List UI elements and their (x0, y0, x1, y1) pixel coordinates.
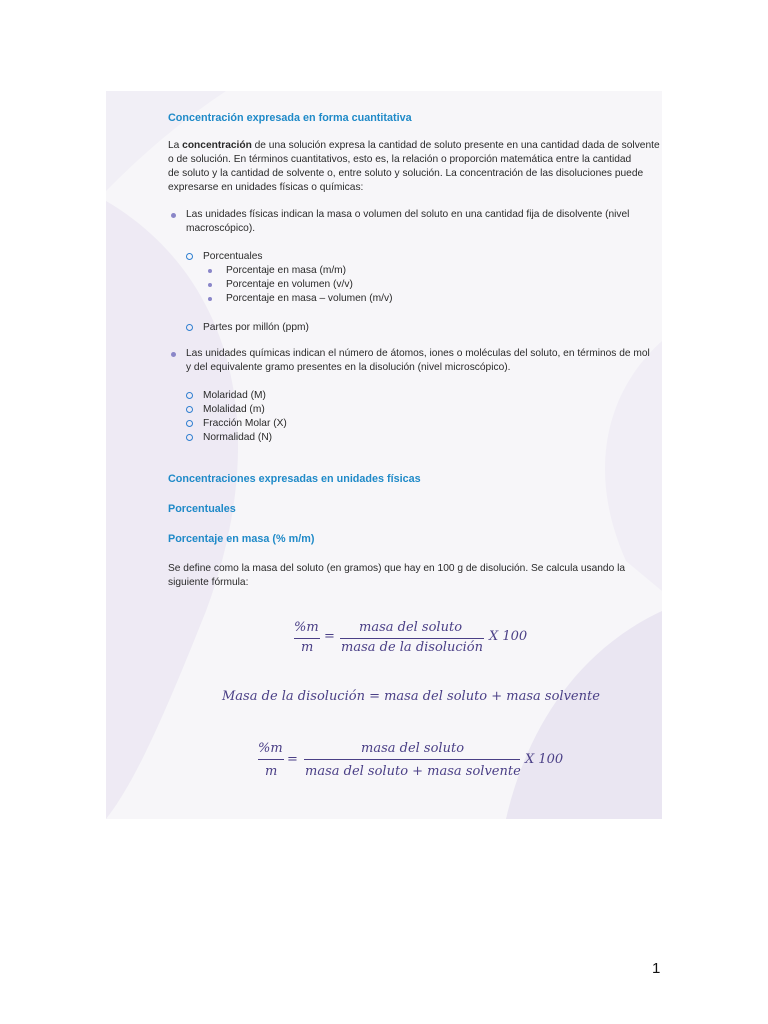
intro-line-4: expresarse en unidades físicas o químicas: (168, 182, 364, 193)
fraction-bar (340, 638, 484, 639)
intro-line-2: o de solución. En términos cuantitativos, esto es, la relación o proporción matemática entre la cantidad (168, 154, 632, 165)
list-item-ppm: Partes por millón (ppm) (203, 322, 309, 333)
bullet-circle (186, 253, 193, 260)
bullet-circle (186, 434, 193, 441)
list-item-porcentuales: Porcentuales (203, 251, 263, 262)
formula-3-equals: = (287, 752, 298, 767)
bullet-circle (186, 392, 193, 399)
bullet-dot (171, 352, 176, 357)
bullet-dot (171, 213, 176, 218)
list-item-molalidad: Molalidad (m) (203, 404, 265, 415)
bullet-circle (186, 420, 193, 427)
formula-3-lhs-denominator: m (265, 764, 278, 779)
definition-line-1: Se define como la masa del soluto (en gramos) que hay en 100 g de disolución. Se calcula usando la (168, 563, 626, 574)
sub-item-volumen: Porcentaje en volumen (v/v) (226, 279, 353, 290)
quimicas-line-1: Las unidades químicas indican el número de átomos, iones o moléculas del soluto, en términos de mol (186, 348, 650, 359)
bullet-small (208, 283, 212, 287)
intro-line-3: de soluto y la cantidad de solvente o, entre soluto y solución. La concentración de las disoluciones puede (168, 168, 644, 179)
formula-1-numerator: masa del soluto (359, 620, 463, 635)
sub-item-masa: Porcentaje en masa (m/m) (226, 265, 347, 276)
bullet-small (208, 297, 212, 301)
formula-1-denominator: masa de la disolución (341, 640, 483, 655)
bullet-small (208, 269, 212, 273)
list-item-normalidad: Normalidad (N) (203, 432, 273, 443)
formula-1-multiplier: X 100 (489, 629, 528, 644)
bullet-circle (186, 324, 193, 331)
formula-1-equals: = (324, 629, 335, 644)
list-item-fraccion-molar: Fracción Molar (X) (203, 418, 287, 429)
sub-item-masa-volumen: Porcentaje en masa – volumen (m/v) (226, 293, 393, 304)
section-heading-concentration: Concentración expresada en forma cuantitativa (168, 112, 412, 124)
bullet-circle (186, 406, 193, 413)
fisicas-line-1: Las unidades físicas indican la masa o volumen del soluto en una cantidad fija de disolvente (nivel (186, 209, 630, 220)
fraction-bar (304, 759, 520, 760)
formula-3-lhs-numerator: %m (258, 741, 283, 756)
fraction-bar (258, 759, 284, 760)
intro-line-1 (168, 139, 660, 153)
page-number: 1 (652, 960, 661, 977)
decorative-background (106, 91, 662, 819)
formula-3-numerator: masa del soluto (361, 741, 465, 756)
section-heading-unidades-fisicas: Concentraciones expresadas en unidades físicas (168, 473, 421, 485)
formula-3-multiplier: X 100 (525, 752, 564, 767)
section-heading-porcentuales: Porcentuales (168, 503, 236, 515)
list-item-molaridad: Molaridad (M) (203, 390, 266, 401)
formula-1-lhs-denominator: m (301, 640, 314, 655)
formula-3-denominator: masa del soluto + masa solvente (305, 764, 521, 779)
definition-line-2: siguiente fórmula: (168, 577, 249, 588)
section-heading-porcentaje-masa: Porcentaje en masa (% m/m) (168, 533, 315, 545)
quimicas-line-2: y del equivalente gramo presentes en la disolución (nivel microscópico). (186, 362, 511, 373)
formula-2: Masa de la disolución = masa del soluto + masa solvente (222, 689, 600, 704)
document-page (106, 91, 662, 819)
intro-line-1-rest: de una solución expresa la cantidad de soluto presente en una cantidad dada de solvente (251, 140, 660, 151)
fisicas-line-2: macroscópico). (186, 223, 256, 234)
formula-1-lhs-numerator: %m (294, 620, 319, 635)
intro-bold-term: concentración (182, 140, 252, 151)
intro-pre: La (168, 140, 183, 151)
fraction-bar (294, 638, 320, 639)
